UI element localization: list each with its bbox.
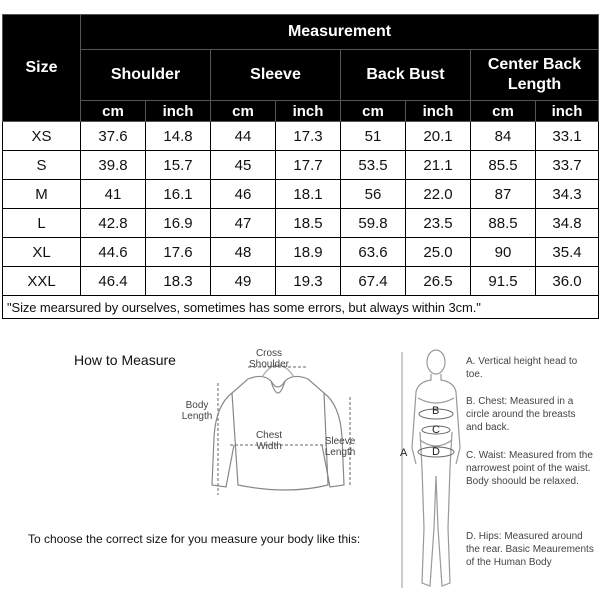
value-cell: 19.3 xyxy=(276,267,341,296)
body-label-b: B xyxy=(432,405,440,417)
value-cell: 49 xyxy=(211,267,276,296)
value-cell: 39.8 xyxy=(81,151,146,180)
value-cell: 90 xyxy=(471,238,536,267)
value-cell: 22.0 xyxy=(406,180,471,209)
body-label-c: C xyxy=(432,424,440,436)
human-body-diagram xyxy=(398,348,468,598)
value-cell: 85.5 xyxy=(471,151,536,180)
note-a: A. Vertical height head to toe. xyxy=(466,356,578,380)
size-cell: XL xyxy=(3,238,81,267)
cross-shoulder-label: Cross Shoulder xyxy=(248,348,290,370)
group-header: Sleeve xyxy=(211,50,341,101)
value-cell: 47 xyxy=(211,209,276,238)
value-cell: 16.1 xyxy=(146,180,211,209)
value-cell: 46 xyxy=(211,180,276,209)
value-cell: 91.5 xyxy=(471,267,536,296)
value-cell: 33.7 xyxy=(536,151,599,180)
value-cell: 36.0 xyxy=(536,267,599,296)
group-header: Shoulder xyxy=(81,50,211,101)
value-cell: 25.0 xyxy=(406,238,471,267)
value-cell: 18.1 xyxy=(276,180,341,209)
value-cell: 42.8 xyxy=(81,209,146,238)
table-row xyxy=(3,180,599,209)
note-c: C. Waist: Measured from the narrowest point of the waist. Body shoould be relaxed. xyxy=(466,450,593,487)
value-cell: 48 xyxy=(211,238,276,267)
group-header: Center Back Length xyxy=(471,50,599,101)
size-note: "Size mearsured by ourselves, sometimes has some errors, but always within 3cm." xyxy=(3,296,599,319)
size-chart-table xyxy=(2,14,599,319)
value-cell: 14.8 xyxy=(146,122,211,151)
instruction-text: To choose the correct size for you measure your body like this: xyxy=(28,532,361,546)
value-cell: 53.5 xyxy=(341,151,406,180)
body-label-d: D xyxy=(432,446,440,458)
unit-header: inch xyxy=(406,101,471,122)
measurement-header: Measurement xyxy=(81,15,599,50)
body-length-label: Body Length xyxy=(181,400,213,422)
size-cell: S xyxy=(3,151,81,180)
size-header: Size xyxy=(3,15,81,122)
table-row xyxy=(3,151,599,180)
value-cell: 59.8 xyxy=(341,209,406,238)
sleeve-length-label: Sleeve Length xyxy=(324,436,356,458)
size-cell: XS xyxy=(3,122,81,151)
value-cell: 45 xyxy=(211,151,276,180)
unit-header: inch xyxy=(276,101,341,122)
unit-header: inch xyxy=(146,101,211,122)
value-cell: 23.5 xyxy=(406,209,471,238)
unit-header: cm xyxy=(341,101,406,122)
value-cell: 44.6 xyxy=(81,238,146,267)
group-header: Back Bust xyxy=(341,50,471,101)
value-cell: 17.7 xyxy=(276,151,341,180)
value-cell: 17.6 xyxy=(146,238,211,267)
value-cell: 33.1 xyxy=(536,122,599,151)
value-cell: 20.1 xyxy=(406,122,471,151)
value-cell: 34.3 xyxy=(536,180,599,209)
value-cell: 18.5 xyxy=(276,209,341,238)
unit-header: cm xyxy=(471,101,536,122)
value-cell: 44 xyxy=(211,122,276,151)
value-cell: 56 xyxy=(341,180,406,209)
value-cell: 26.5 xyxy=(406,267,471,296)
value-cell: 41 xyxy=(81,180,146,209)
chest-width-label: Chest Width xyxy=(255,430,283,452)
value-cell: 17.3 xyxy=(276,122,341,151)
unit-header: inch xyxy=(536,101,599,122)
body-label-a: A xyxy=(400,447,408,459)
value-cell: 16.9 xyxy=(146,209,211,238)
value-cell: 88.5 xyxy=(471,209,536,238)
table-row xyxy=(3,267,599,296)
value-cell: 46.4 xyxy=(81,267,146,296)
value-cell: 35.4 xyxy=(536,238,599,267)
size-cell: L xyxy=(3,209,81,238)
table-row xyxy=(3,122,599,151)
value-cell: 87 xyxy=(471,180,536,209)
table-row xyxy=(3,209,599,238)
unit-header: cm xyxy=(211,101,276,122)
value-cell: 51 xyxy=(341,122,406,151)
table-row xyxy=(3,238,599,267)
value-cell: 34.8 xyxy=(536,209,599,238)
note-d: D. Hips: Measured around the rear. Basic Meaurements of the Human Body xyxy=(466,531,594,568)
value-cell: 84 xyxy=(471,122,536,151)
value-cell: 15.7 xyxy=(146,151,211,180)
value-cell: 18.3 xyxy=(146,267,211,296)
size-cell: M xyxy=(3,180,81,209)
value-cell: 63.6 xyxy=(341,238,406,267)
size-cell: XXL xyxy=(3,267,81,296)
unit-header: cm xyxy=(81,101,146,122)
note-b: B. Chest: Measured in a circle around the breasts and back. xyxy=(466,396,576,433)
value-cell: 21.1 xyxy=(406,151,471,180)
value-cell: 37.6 xyxy=(81,122,146,151)
value-cell: 18.9 xyxy=(276,238,341,267)
how-to-measure-title: How to Measure xyxy=(74,352,176,368)
value-cell: 67.4 xyxy=(341,267,406,296)
